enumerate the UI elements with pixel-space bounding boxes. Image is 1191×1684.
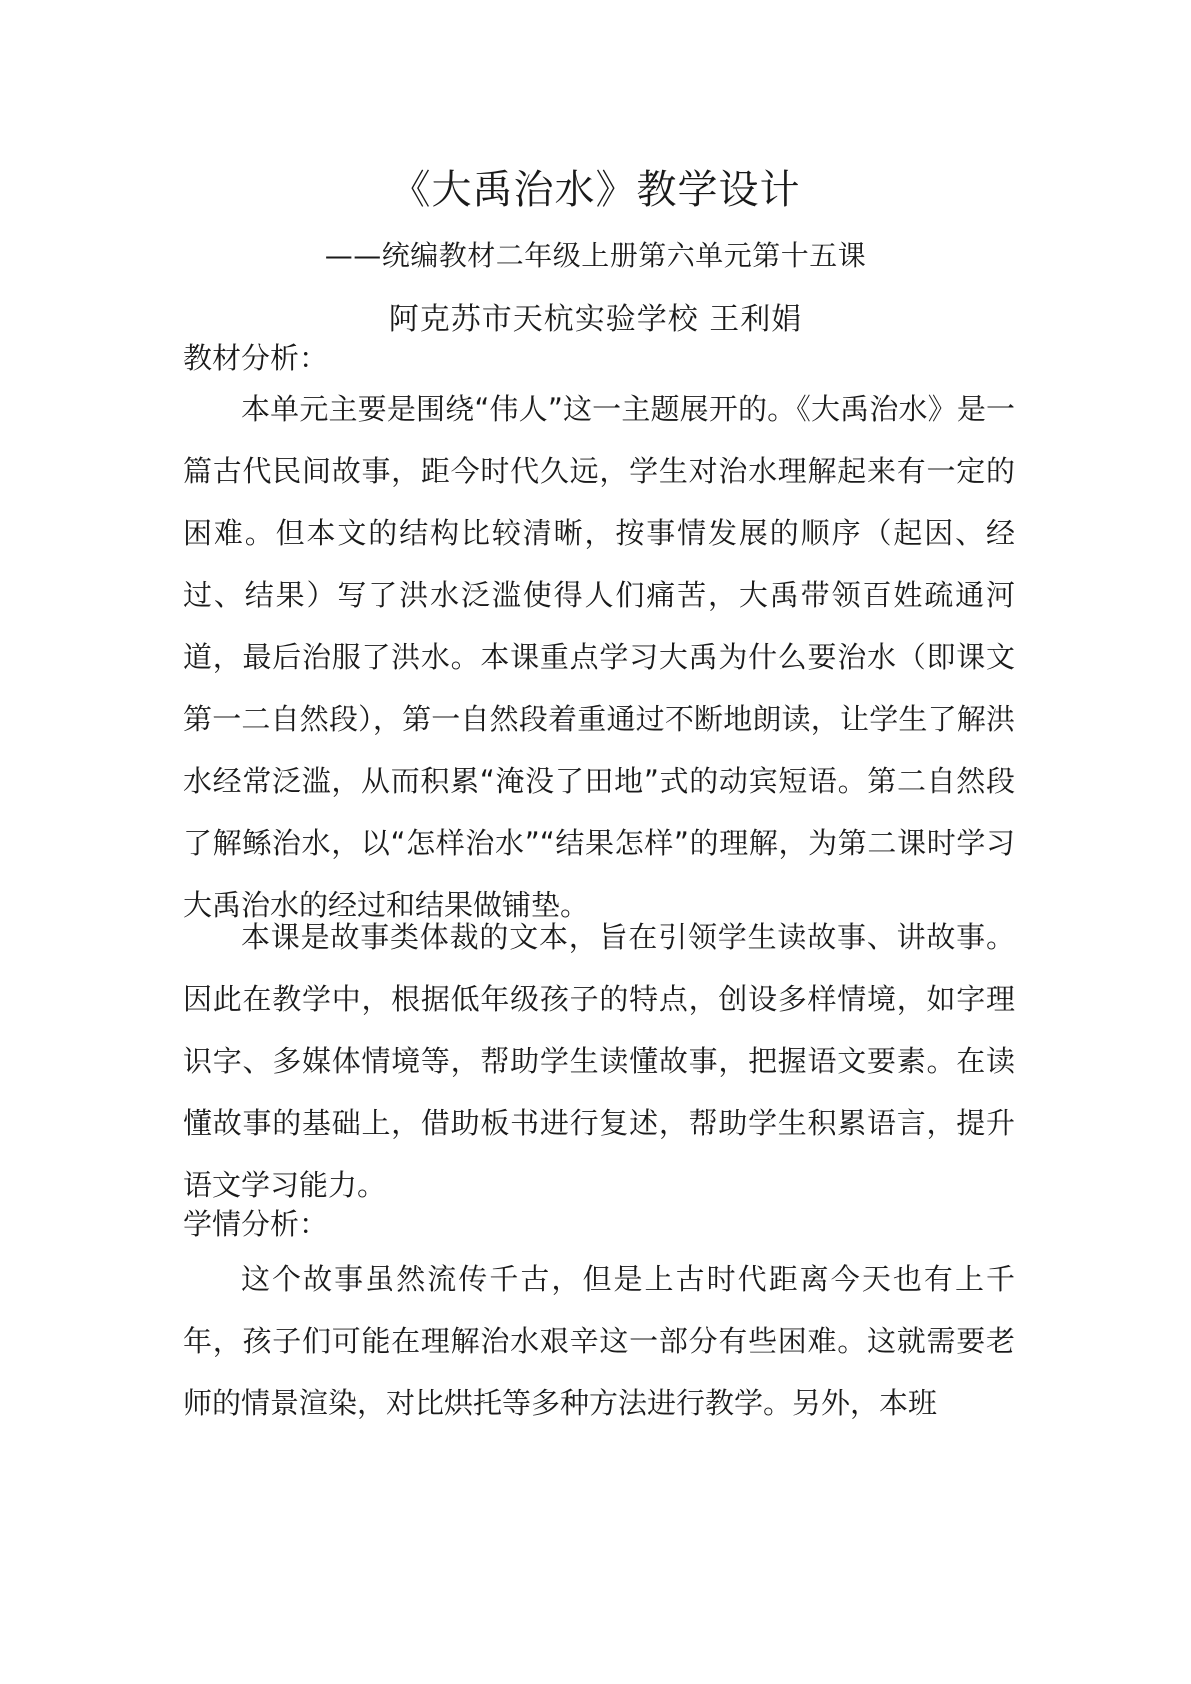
paragraph-textbook-analysis-2: 本课是故事类体裁的文本，旨在引领学生读故事、讲故事。因此在教学中，根据低年级孩子的特点，创设多样情境，如字理识字、多媒体情境等，帮助学生读懂故事，把握语文要素。在读懂故事的基础上，借助板书进行复述，帮助学生积累语言，提升语文学习能力。 bbox=[183, 920, 1015, 1202]
author-line: 阿克苏市天杭实验学校 王利娟 bbox=[388, 302, 803, 337]
document-subtitle: ——统编教材二年级上册第六单元第十五课 bbox=[324, 239, 867, 272]
section-heading-textbook-analysis: 教材分析： bbox=[183, 341, 329, 375]
paragraph-textbook-analysis-1: 本单元主要是围绕“伟人”这一主题展开的。《大禹治水》是一篇古代民间故事，距今时代久远，学生对治水理解起来有一定的困难。但本文的结构比较清晰，按事情发展的顺序（起因、经过、结果）写了洪水泛滥使得人们痛苦，大禹带领百姓疏通河道，最后治服了洪水。本课重点学习大禹为什么要治水（即课文第一二自然段），第一自然段着重通过不断地朗读，让学生了解洪水经常泛滥，从而积累“淹没了田地”式的动宾短语。第二自然段了解鲧治水，以“怎样治水”“结果怎样”的理解，为第二课时学习大禹治水的经过和结果做铺垫。 bbox=[183, 392, 1015, 922]
paragraph-learner-analysis-1: 这个故事虽然流传千古，但是上古时代距离今天也有上千年，孩子们可能在理解治水艰辛这一部分有些困难。这就需要老师的情景渲染，对比烘托等多种方法进行教学。另外，本班 bbox=[183, 1262, 1015, 1420]
document-title: 《大禹治水》教学设计 bbox=[390, 167, 801, 213]
section-heading-learner-analysis: 学情分析： bbox=[183, 1207, 329, 1241]
